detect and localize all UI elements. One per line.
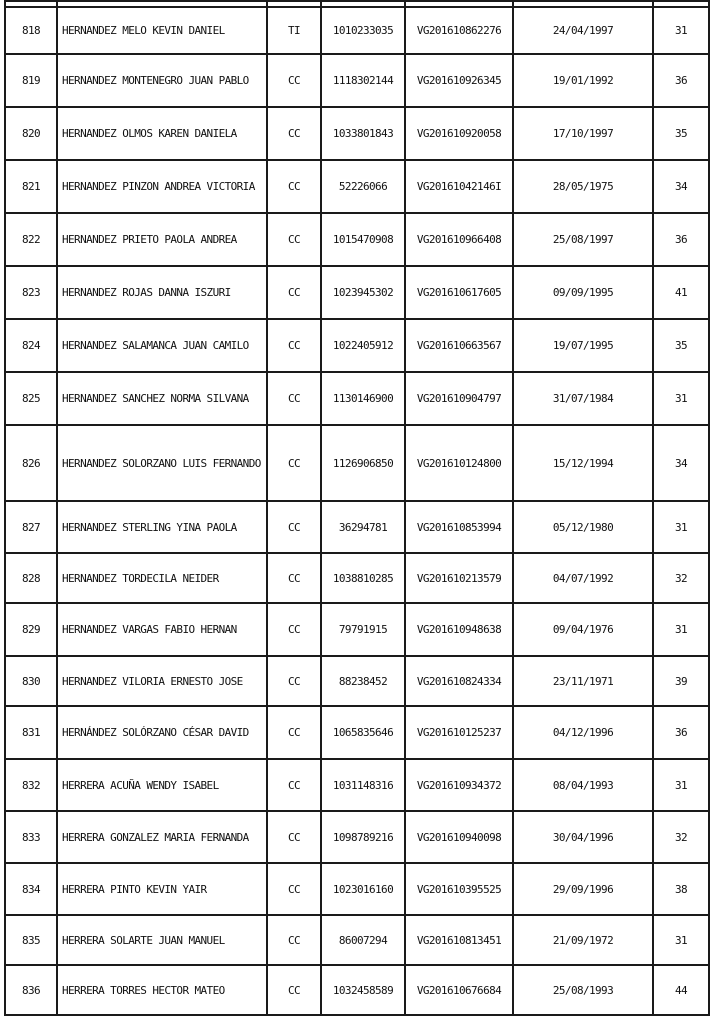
row-number: 827 [5,501,57,553]
table-row [5,425,709,501]
row-number: 836 [5,965,57,1015]
table-row [5,706,709,759]
document-number: 1038810285 [321,553,405,603]
document-type: CC [267,965,321,1015]
registration-code: VG201610124800 [405,425,513,501]
row-number: 828 [5,553,57,603]
full-name: HERRERA GONZALEZ MARIA FERNANDA [57,811,267,863]
document-type: CC [267,425,321,501]
full-name: HERNANDEZ TORDECILA NEIDER [57,553,267,603]
document-number: 1065835646 [321,706,405,759]
row-number: 819 [5,54,57,107]
birth-date: 09/04/1976 [513,603,653,656]
age-value: 31 [653,7,709,54]
registration-code: VG201610617605 [405,266,513,319]
table-row [5,759,709,811]
table-row [5,319,709,372]
table-row [5,656,709,706]
document-type: CC [267,863,321,915]
registration-code: VG201610853994 [405,501,513,553]
document-type: CC [267,213,321,266]
document-type: CC [267,54,321,107]
document-type: CC [267,553,321,603]
birth-date: 15/12/1994 [513,425,653,501]
age-value: 39 [653,656,709,706]
document-type: TI [267,7,321,54]
registration-code: VG201610904797 [405,372,513,425]
full-name: HERRERA TORRES HECTOR MATEO [57,965,267,1015]
table-row [5,7,709,54]
full-name: HERNANDEZ SOLORZANO LUIS FERNANDO [57,425,267,501]
birth-date: 08/04/1993 [513,759,653,811]
age-value: 31 [653,501,709,553]
full-name: HERNANDEZ SALAMANCA JUAN CAMILO [57,319,267,372]
birth-date: 29/09/1996 [513,863,653,915]
row-number: 823 [5,266,57,319]
age-value: 44 [653,965,709,1015]
table-row [5,54,709,107]
age-value: 31 [653,603,709,656]
registration-code: VG201610395525 [405,863,513,915]
table-row [5,501,709,553]
table-row [5,266,709,319]
full-name: HERNANDEZ PRIETO PAOLA ANDREA [57,213,267,266]
row-number: 821 [5,160,57,213]
table-row [5,811,709,863]
age-value: 34 [653,425,709,501]
registration-code: VG201610213579 [405,553,513,603]
birth-date: 30/04/1996 [513,811,653,863]
document-number: 1033801843 [321,107,405,160]
registration-code: VG201610966408 [405,213,513,266]
age-value: 31 [653,759,709,811]
full-name: HERNANDEZ ROJAS DANNA ISZURI [57,266,267,319]
roster-body [5,1,709,1015]
row-number: 835 [5,915,57,965]
row-number: 820 [5,107,57,160]
document-type: CC [267,160,321,213]
document-number: 86007294 [321,915,405,965]
document-type: CC [267,656,321,706]
registration-code: VG201610934372 [405,759,513,811]
birth-date: 21/09/1972 [513,915,653,965]
age-value: 32 [653,811,709,863]
document-number: 1022405912 [321,319,405,372]
full-name: HERNANDEZ STERLING YINA PAOLA [57,501,267,553]
document-number: 1023945302 [321,266,405,319]
table-row [5,965,709,1015]
full-name: HERNANDEZ SANCHEZ NORMA SILVANA [57,372,267,425]
row-number: 832 [5,759,57,811]
registration-code: VG201610663567 [405,319,513,372]
row-number: 830 [5,656,57,706]
document-type: CC [267,501,321,553]
table-row [5,372,709,425]
full-name: HERNANDEZ MELO KEVIN DANIEL [57,7,267,54]
document-type: CC [267,706,321,759]
document-type: CC [267,759,321,811]
age-value: 32 [653,553,709,603]
full-name: HERNANDEZ VARGAS FABIO HERNAN [57,603,267,656]
birth-date: 31/07/1984 [513,372,653,425]
age-value: 36 [653,54,709,107]
full-name: HERRERA SOLARTE JUAN MANUEL [57,915,267,965]
table-row [5,915,709,965]
registration-code: VG201610824334 [405,656,513,706]
registration-code: VG201610862276 [405,7,513,54]
document-number: 1126906850 [321,425,405,501]
full-name: HERNANDEZ VILORIA ERNESTO JOSE [57,656,267,706]
row-number: 825 [5,372,57,425]
birth-date: 23/11/1971 [513,656,653,706]
registration-code: VG201610676684 [405,965,513,1015]
age-value: 38 [653,863,709,915]
document-number: 1130146900 [321,372,405,425]
document-number: 1032458589 [321,965,405,1015]
birth-date: 28/05/1975 [513,160,653,213]
full-name: HERRERA PINTO KEVIN YAIR [57,863,267,915]
row-number: 818 [5,7,57,54]
full-name: HERNANDEZ MONTENEGRO JUAN PABLO [57,54,267,107]
row-number: 824 [5,319,57,372]
row-number: 829 [5,603,57,656]
row-number: 831 [5,706,57,759]
registration-code: VG201610926345 [405,54,513,107]
document-type: CC [267,811,321,863]
document-number: 1098789216 [321,811,405,863]
registration-code: VG201610948638 [405,603,513,656]
full-name: HERNANDEZ OLMOS KAREN DANIELA [57,107,267,160]
document-type: CC [267,319,321,372]
row-number: 826 [5,425,57,501]
age-value: 35 [653,107,709,160]
table-row [5,603,709,656]
table-row [5,863,709,915]
birth-date: 19/01/1992 [513,54,653,107]
age-value: 34 [653,160,709,213]
birth-date: 17/10/1997 [513,107,653,160]
document-number: 1118302144 [321,54,405,107]
birth-date: 25/08/1997 [513,213,653,266]
birth-date: 05/12/1980 [513,501,653,553]
document-number: 1015470908 [321,213,405,266]
document-number: 79791915 [321,603,405,656]
birth-date: 04/12/1996 [513,706,653,759]
document-type: CC [267,107,321,160]
table-row [5,160,709,213]
document-number: 1010233035 [321,7,405,54]
row-number: 822 [5,213,57,266]
age-value: 31 [653,372,709,425]
birth-date: 19/07/1995 [513,319,653,372]
row-number: 834 [5,863,57,915]
document-type: CC [267,915,321,965]
age-value: 36 [653,706,709,759]
registration-code: VG20161042146I [405,160,513,213]
registration-code: VG201610813451 [405,915,513,965]
registration-code: VG201610125237 [405,706,513,759]
document-type: CC [267,372,321,425]
row-number: 833 [5,811,57,863]
full-name: HERNANDEZ PINZON ANDREA VICTORIA [57,160,267,213]
birth-date: 25/08/1993 [513,965,653,1015]
table-row [5,107,709,160]
age-value: 35 [653,319,709,372]
document-type: CC [267,266,321,319]
registration-code: VG201610940098 [405,811,513,863]
document-number: 1023016160 [321,863,405,915]
table-row [5,553,709,603]
age-value: 36 [653,213,709,266]
birth-date: 04/07/1992 [513,553,653,603]
roster-sheet [4,0,708,1016]
document-number: 52226066 [321,160,405,213]
registration-code: VG201610920058 [405,107,513,160]
birth-date: 09/09/1995 [513,266,653,319]
full-name: HERNÁNDEZ SOLÓRZANO CÉSAR DAVID [57,706,267,759]
age-value: 31 [653,915,709,965]
document-type: CC [267,603,321,656]
roster-table [4,0,710,1016]
age-value: 41 [653,266,709,319]
document-number: 1031148316 [321,759,405,811]
birth-date: 24/04/1997 [513,7,653,54]
document-number: 88238452 [321,656,405,706]
table-row [5,213,709,266]
full-name: HERRERA ACUÑA WENDY ISABEL [57,759,267,811]
document-number: 36294781 [321,501,405,553]
